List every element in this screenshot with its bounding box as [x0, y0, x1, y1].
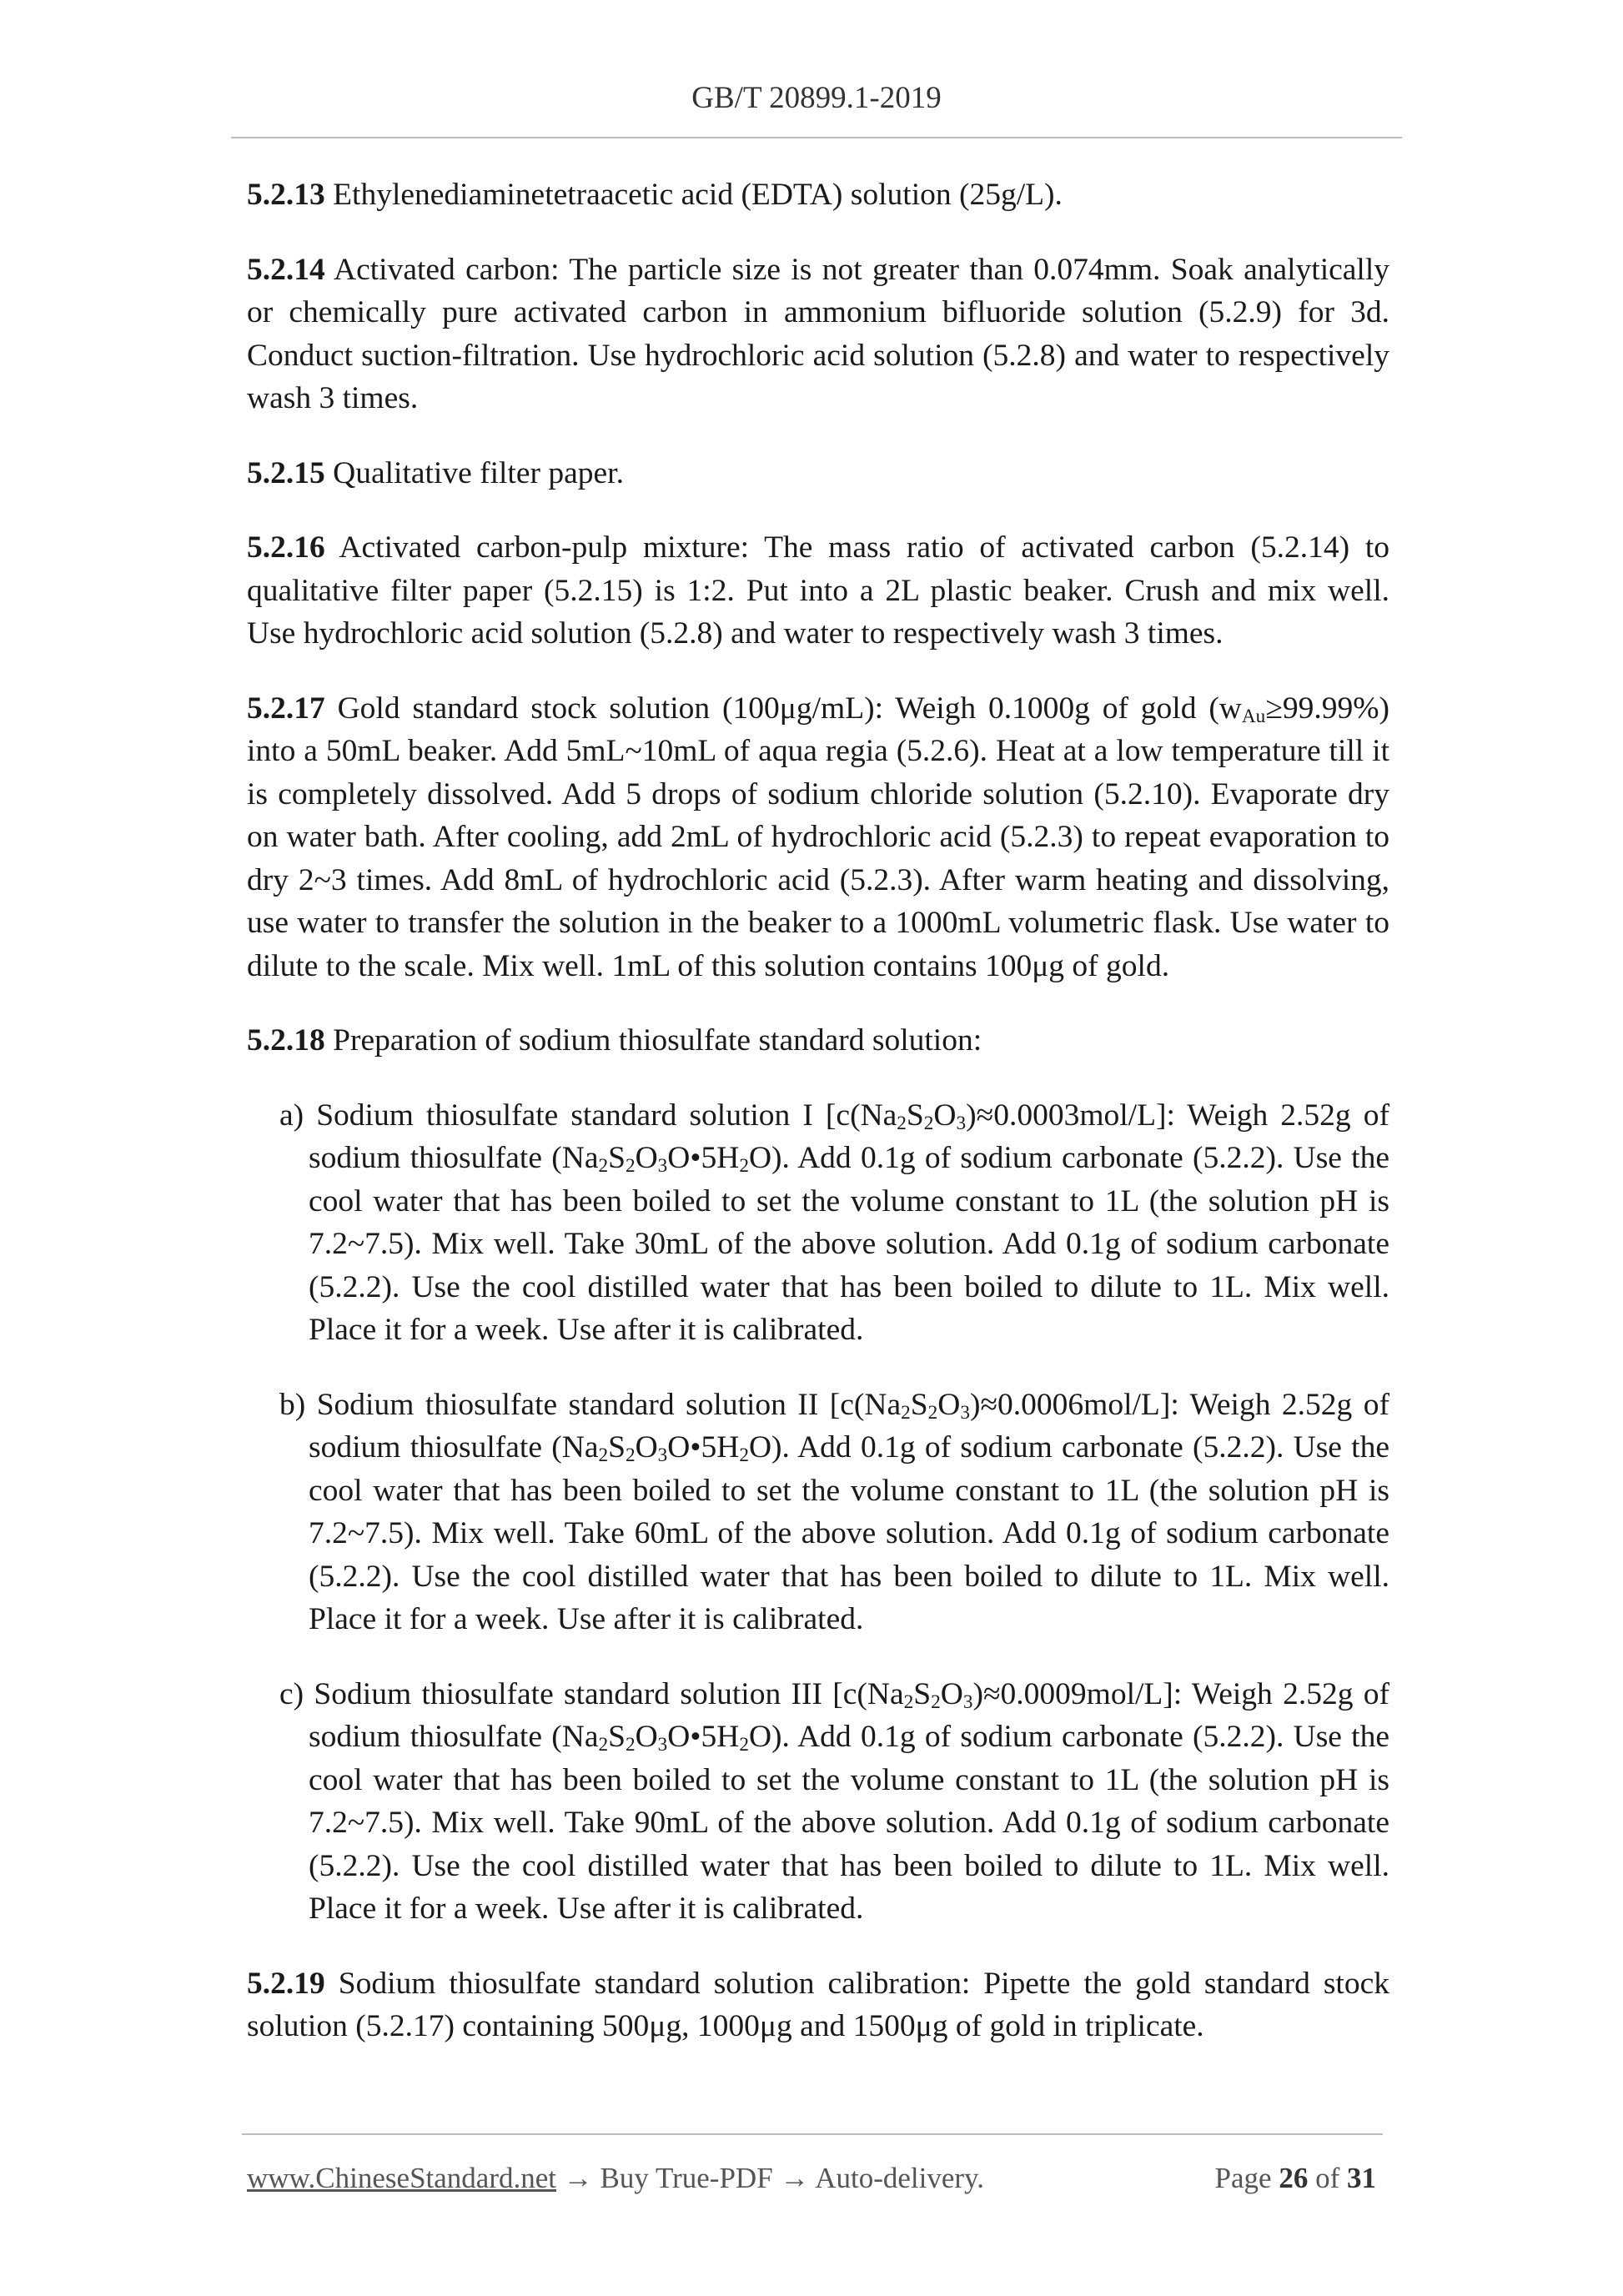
- chem-part: Na: [561, 1141, 599, 1175]
- subscript: 2: [927, 1401, 938, 1424]
- subscript: 2: [598, 1444, 609, 1467]
- clause-text: Qualitative filter paper.: [324, 455, 624, 490]
- chem-part: Na: [561, 1720, 599, 1754]
- chem-part: O•5H: [667, 1720, 740, 1754]
- clause-number: 5.2.13: [247, 178, 325, 212]
- header-divider: [231, 137, 1402, 138]
- clause-text: Preparation of sodium thiosulfate standard solution:: [324, 1023, 982, 1058]
- chem-part: O: [940, 1676, 963, 1711]
- chem-formula: [867, 1677, 973, 1711]
- chem-part: Na: [864, 1387, 902, 1422]
- clause-text: Activated carbon-pulp mixture: The mass ratio of activated carbon (5.2.14) to qualitative filter paper (5.2.15) is 1:2. Put into a 2L plastic beaker. Crush and mix well. Use hydrochloric acid solution (5.2.8) and water to respectively wash 3 times.: [247, 530, 1389, 651]
- subscript: 2: [739, 1155, 749, 1178]
- document-body: [247, 173, 1389, 2048]
- list-text: c) Sodium thiosulfate standard solution III [c(: [279, 1676, 867, 1711]
- clause-number: 5.2.15: [247, 455, 325, 490]
- subscript: 2: [739, 1444, 749, 1467]
- subscript: 2: [739, 1734, 749, 1756]
- list-text: O). Add 0.1g of sodium carbonate (5.2.2). Use the cool water that has been boiled to set the volume constant to 1L (the solution pH is 7.2~7.5). Mix well. Take 60mL of the above solution. Add 0.1g of sodium carbonate (5.2.2). Use the cool distilled water that has been boiled to dilute to 1L. Mix well. Place it for a week. Use after it is calibrated.: [309, 1430, 1389, 1636]
- running-header: GB/T 20899.1-2019: [691, 81, 942, 115]
- clause-5-2-15: [247, 452, 1389, 495]
- subscript: 2: [625, 1734, 636, 1756]
- subscript: 3: [657, 1155, 668, 1178]
- list-text: )≈0.0003mol/L]: Weigh 2.52g of sodium thiosulfate (: [309, 1098, 1389, 1175]
- subscript: 2: [903, 1691, 914, 1713]
- list-text: b) Sodium thiosulfate standard solution II [c(: [279, 1387, 865, 1422]
- of-word: of: [1308, 2162, 1347, 2194]
- chem-part: Na: [561, 1430, 599, 1465]
- subscript: 3: [657, 1734, 668, 1756]
- clause-text: Sodium thiosulfate standard solution calibration: Pipette the gold standard stock solution (5.2.17) containing 500μg, 1000μg and 1500μg of gold in triplicate.: [247, 1966, 1389, 2043]
- chem-part: S: [913, 1676, 932, 1711]
- clause-number: 5.2.18: [247, 1023, 325, 1058]
- clause-text: Gold standard stock solution (100μg/mL): Weigh 0.1000g of gold (w: [324, 691, 1242, 726]
- clause-5-2-19: [247, 1962, 1389, 2048]
- clause-text: Ethylenediaminetetraacetic acid (EDTA) solution (25g/L).: [324, 178, 1063, 212]
- clause-5-2-16: [247, 526, 1389, 656]
- chem-part: S: [906, 1098, 924, 1133]
- subscript: 2: [897, 1112, 907, 1134]
- subscript: 2: [923, 1112, 934, 1134]
- subscript: 3: [960, 1401, 970, 1424]
- clause-5-2-14: [247, 249, 1389, 420]
- clause-5-2-18: [247, 1019, 1389, 1063]
- clause-number: 5.2.19: [247, 1966, 325, 2001]
- page-footer: [247, 2162, 1376, 2195]
- page-total: 31: [1347, 2162, 1376, 2194]
- subscript: 2: [931, 1691, 941, 1713]
- clause-number: 5.2.16: [247, 530, 325, 565]
- subscript: 2: [901, 1401, 911, 1424]
- clause-number: 5.2.14: [247, 252, 325, 287]
- list-text: O). Add 0.1g of sodium carbonate (5.2.2). Use the cool water that has been boiled to set the volume constant to 1L (the solution pH is 7.2~7.5). Mix well. Take 30mL of the above solution. Add 0.1g of sodium carbonate (5.2.2). Use the cool distilled water that has been boiled to dilute to 1L. Mix well. Place it for a week. Use after it is calibrated.: [309, 1141, 1389, 1347]
- subscript: Au: [1241, 705, 1266, 727]
- list-text: )≈0.0009mol/L]: Weigh 2.52g of sodium thiosulfate (: [309, 1676, 1390, 1754]
- subscript: 3: [657, 1444, 668, 1467]
- clause-text: Activated carbon: The particle size is not greater than 0.074mm. Soak analytically or chemically pure activated carbon in ammonium bifluoride solution (5.2.9) for 3d. Conduct suction-filtration. Use hydrochloric acid solution (5.2.8) and water to respectively wash 3 times.: [247, 252, 1389, 415]
- chem-part: O: [933, 1098, 957, 1133]
- chem-part: O: [635, 1720, 658, 1754]
- subscript: 2: [625, 1444, 636, 1467]
- list-item-c: [247, 1673, 1389, 1931]
- clause-number: 5.2.17: [247, 691, 325, 726]
- chem-part: S: [608, 1141, 626, 1175]
- chem-part: O•5H: [667, 1141, 740, 1175]
- list-text: a) Sodium thiosulfate standard solution I [c(: [279, 1098, 861, 1133]
- chem-formula: [864, 1388, 970, 1422]
- page-indicator: [1215, 2162, 1376, 2195]
- chem-formula: [561, 1141, 749, 1178]
- chem-formula: [562, 1430, 749, 1465]
- clause-5-2-17: [247, 687, 1389, 988]
- footer-divider: [242, 2133, 1383, 2135]
- chem-part: O•5H: [667, 1430, 740, 1465]
- chem-formula: [861, 1098, 967, 1133]
- clause-text: ≥99.99%) into a 50mL beaker. Add 5mL~10mL of aqua regia (5.2.6). Heat at a low temperature till it is completely dissolved. Add 5 drops of sodium chloride solution (5.2.10). Evaporate dry on water bath. After cooling, add 2mL of hydrochloric acid (5.2.3) to repeat evaporation to dry 2~3 times. Add 8mL of hydrochloric acid (5.2.3). After warm heating and dissolving, use water to transfer the solution in the beaker to a 1000mL volumetric flask. Use water to dilute to the scale. Mix well. 1mL of this solution contains 100μg of gold.: [247, 691, 1389, 983]
- chem-part: O: [635, 1141, 658, 1175]
- clause-5-2-13: [247, 173, 1389, 217]
- subscript: 3: [962, 1691, 973, 1713]
- page-number: 26: [1279, 2162, 1309, 2194]
- subscript: 2: [598, 1155, 609, 1178]
- footer-left: [247, 2162, 984, 2195]
- chem-part: S: [608, 1720, 626, 1754]
- chem-part: Na: [860, 1098, 897, 1133]
- chem-part: S: [910, 1387, 928, 1422]
- chem-part: O: [937, 1387, 961, 1422]
- site-link[interactable]: www.ChineseStandard.net: [247, 2162, 556, 2194]
- list-item-b: [247, 1384, 1389, 1641]
- list-text: O). Add 0.1g of sodium carbonate (5.2.2). Use the cool water that has been boiled to set the volume constant to 1L (the solution pH is 7.2~7.5). Mix well. Take 90mL of the above solution. Add 0.1g of sodium carbonate (5.2.2). Use the cool distilled water that has been boiled to dilute to 1L. Mix well. Place it for a week. Use after it is calibrated.: [309, 1720, 1389, 1926]
- page-word: Page: [1214, 2162, 1279, 2194]
- chem-part: O: [635, 1430, 658, 1465]
- subscript: 2: [598, 1734, 609, 1756]
- subscript: 3: [956, 1112, 967, 1134]
- chem-part: Na: [867, 1676, 904, 1711]
- list-text: )≈0.0006mol/L]: Weigh 2.52g of sodium thiosulfate (: [309, 1387, 1389, 1465]
- chem-part: S: [608, 1430, 626, 1465]
- subscript: 2: [625, 1155, 636, 1178]
- list-item-a: [247, 1094, 1389, 1352]
- chem-formula: [562, 1720, 749, 1754]
- footer-tagline: → Buy True-PDF → Auto-delivery.: [556, 2162, 985, 2194]
